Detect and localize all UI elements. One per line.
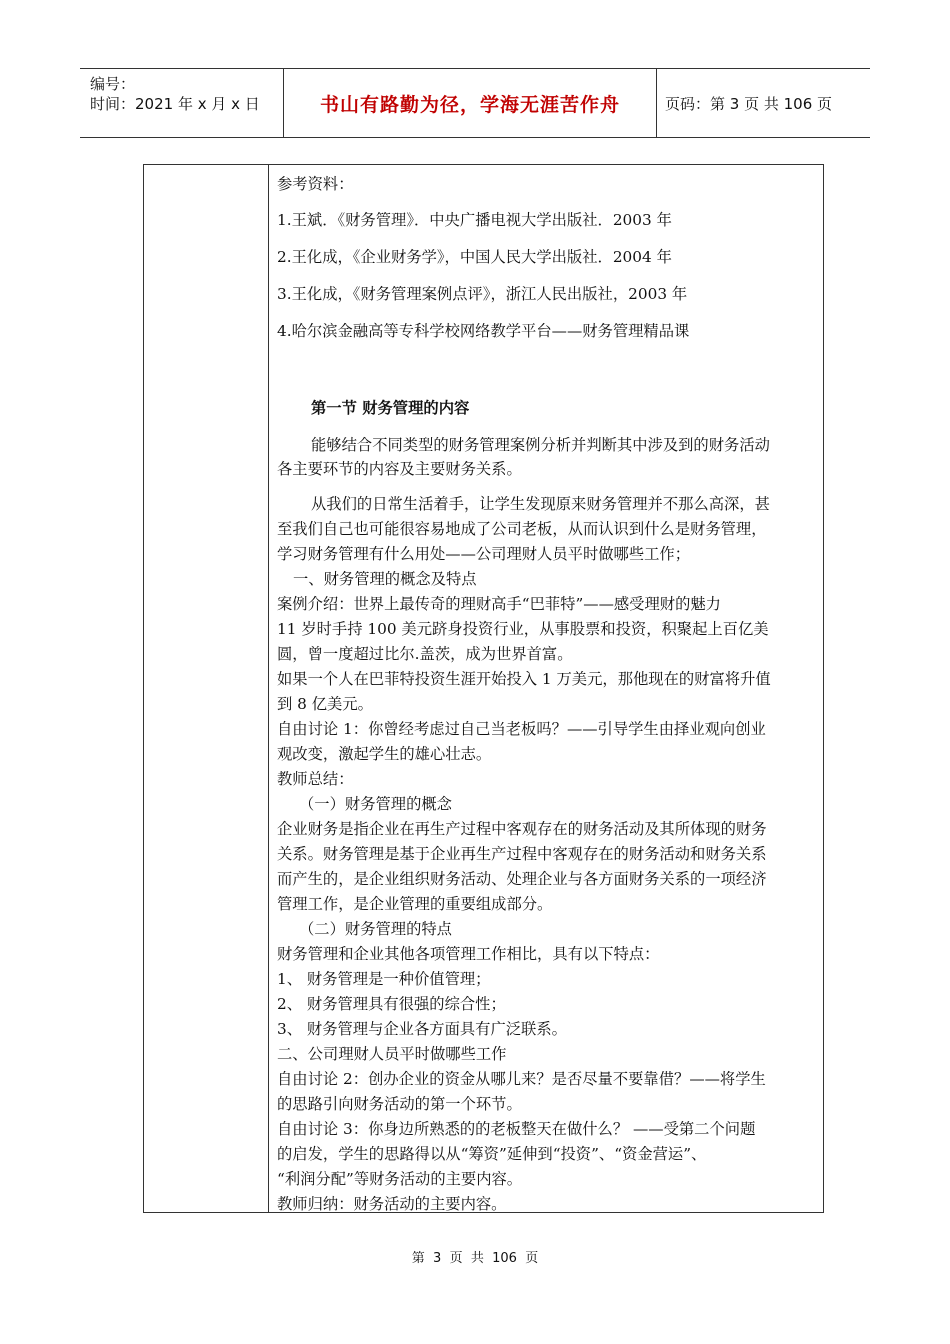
content-line: 案例介绍：世界上最传奇的理财高手“巴菲特”——感受理财的魅力	[277, 595, 721, 613]
content-line: 如果一个人在巴菲特投资生涯开始投入 1 万美元，那他现在的财富将升值	[277, 670, 771, 688]
content-line: （二）财务管理的特点	[299, 920, 452, 938]
header-motto-cell	[284, 69, 657, 137]
content-line: 自由讨论 3：你身边所熟悉的的老板整天在做什么？ ——受第二个问题	[277, 1120, 756, 1138]
content-line: 的启发，学生的思路得以从“筹资”延伸到“投资”、“资金营运”、	[277, 1145, 707, 1163]
content-line: 教师归纳：财务活动的主要内容。	[277, 1195, 507, 1213]
content-line: 参考资料：	[277, 175, 354, 193]
content-line: 从我们的日常生活着手，让学生发现原来财务管理并不那么高深，甚	[311, 495, 770, 513]
content-line: 圆，曾一度超过比尔.盖茨，成为世界首富。	[277, 645, 573, 663]
section-heading: 第一节 财务管理的内容	[311, 399, 470, 417]
content-line: 自由讨论 2：创办企业的资金从哪儿来？是否尽量不要靠借？——将学生	[277, 1070, 766, 1088]
content-line: 学习财务管理有什么用处——公司理财人员平时做哪些工作；	[277, 545, 691, 563]
content-line: 2.王化成，《企业财务学》，中国人民大学出版社．2004 年	[277, 248, 672, 266]
content-line: 企业财务是指企业在再生产过程中客观存在的财务活动及其所体现的财务	[277, 820, 767, 838]
content-line: 的思路引向财务活动的第一个环节。	[277, 1095, 522, 1113]
content-line: 1.王斌．《财务管理》．中央广播电视大学出版社．2003 年	[277, 211, 672, 229]
content-line: 能够结合不同类型的财务管理案例分析并判断其中涉及到的财务活动	[311, 436, 770, 454]
header-motto: 书山有路勤为径，学海无涯苦作舟	[319, 93, 620, 116]
content-line: 一、财务管理的概念及特点	[293, 570, 477, 588]
content-line: “利润分配”等财务活动的主要内容。	[277, 1170, 523, 1188]
header-page-info: 页码：第 3 页 共 106 页	[665, 94, 833, 113]
content-line: 到 8 亿美元。	[277, 695, 373, 713]
content-line: 3、 财务管理与企业各方面具有广泛联系。	[277, 1020, 567, 1038]
content-line: 各主要环节的内容及主要财务关系。	[277, 460, 522, 478]
lesson-table	[143, 164, 824, 1213]
header-meta	[80, 69, 284, 137]
content-line: 至我们自己也可能很容易地成了公司老板，从而认识到什么是财务管理，	[277, 520, 767, 538]
content-line: 4.哈尔滨金融高等专科学校网络教学平台——财务管理精品课	[277, 322, 690, 340]
content-line: 11 岁时手持 100 美元跻身投资行业，从事股票和投资，积聚起上百亿美	[277, 620, 769, 638]
content-line: 观改变，激起学生的雄心壮志。	[277, 745, 492, 763]
content-line: 而产生的，是企业组织财务活动、处理企业与各方面财务关系的一项经济	[277, 870, 767, 888]
content-line: 2、 财务管理具有很强的综合性；	[277, 995, 506, 1013]
content-line: 教师总结：	[277, 770, 354, 788]
content-line: 3.王化成，《财务管理案例点评》，浙江人民出版社，2003 年	[277, 285, 688, 303]
document-time-label: 时间：2021 年 x 月 x 日	[90, 95, 260, 113]
page-footer: 第 3 页 共 106 页	[411, 1251, 539, 1266]
content-line: （一）财务管理的概念	[299, 795, 452, 813]
content-line: 管理工作，是企业管理的重要组成部分。	[277, 895, 553, 913]
document-number-label: 编号：	[90, 75, 136, 93]
left-column-cell	[144, 165, 269, 1212]
content-line: 自由讨论 1：你曾经考虑过自己当老板吗？——引导学生由择业观向创业	[277, 720, 766, 738]
content-line: 二、公司理财人员平时做哪些工作	[277, 1045, 507, 1063]
content-line: 1、 财务管理是一种价值管理；	[277, 970, 491, 988]
content-line: 财务管理和企业其他各项管理工作相比，具有以下特点：	[277, 945, 660, 963]
page-header	[80, 68, 870, 138]
content-line: 关系。财务管理是基于企业再生产过程中客观存在的财务活动和财务关系	[277, 845, 767, 863]
